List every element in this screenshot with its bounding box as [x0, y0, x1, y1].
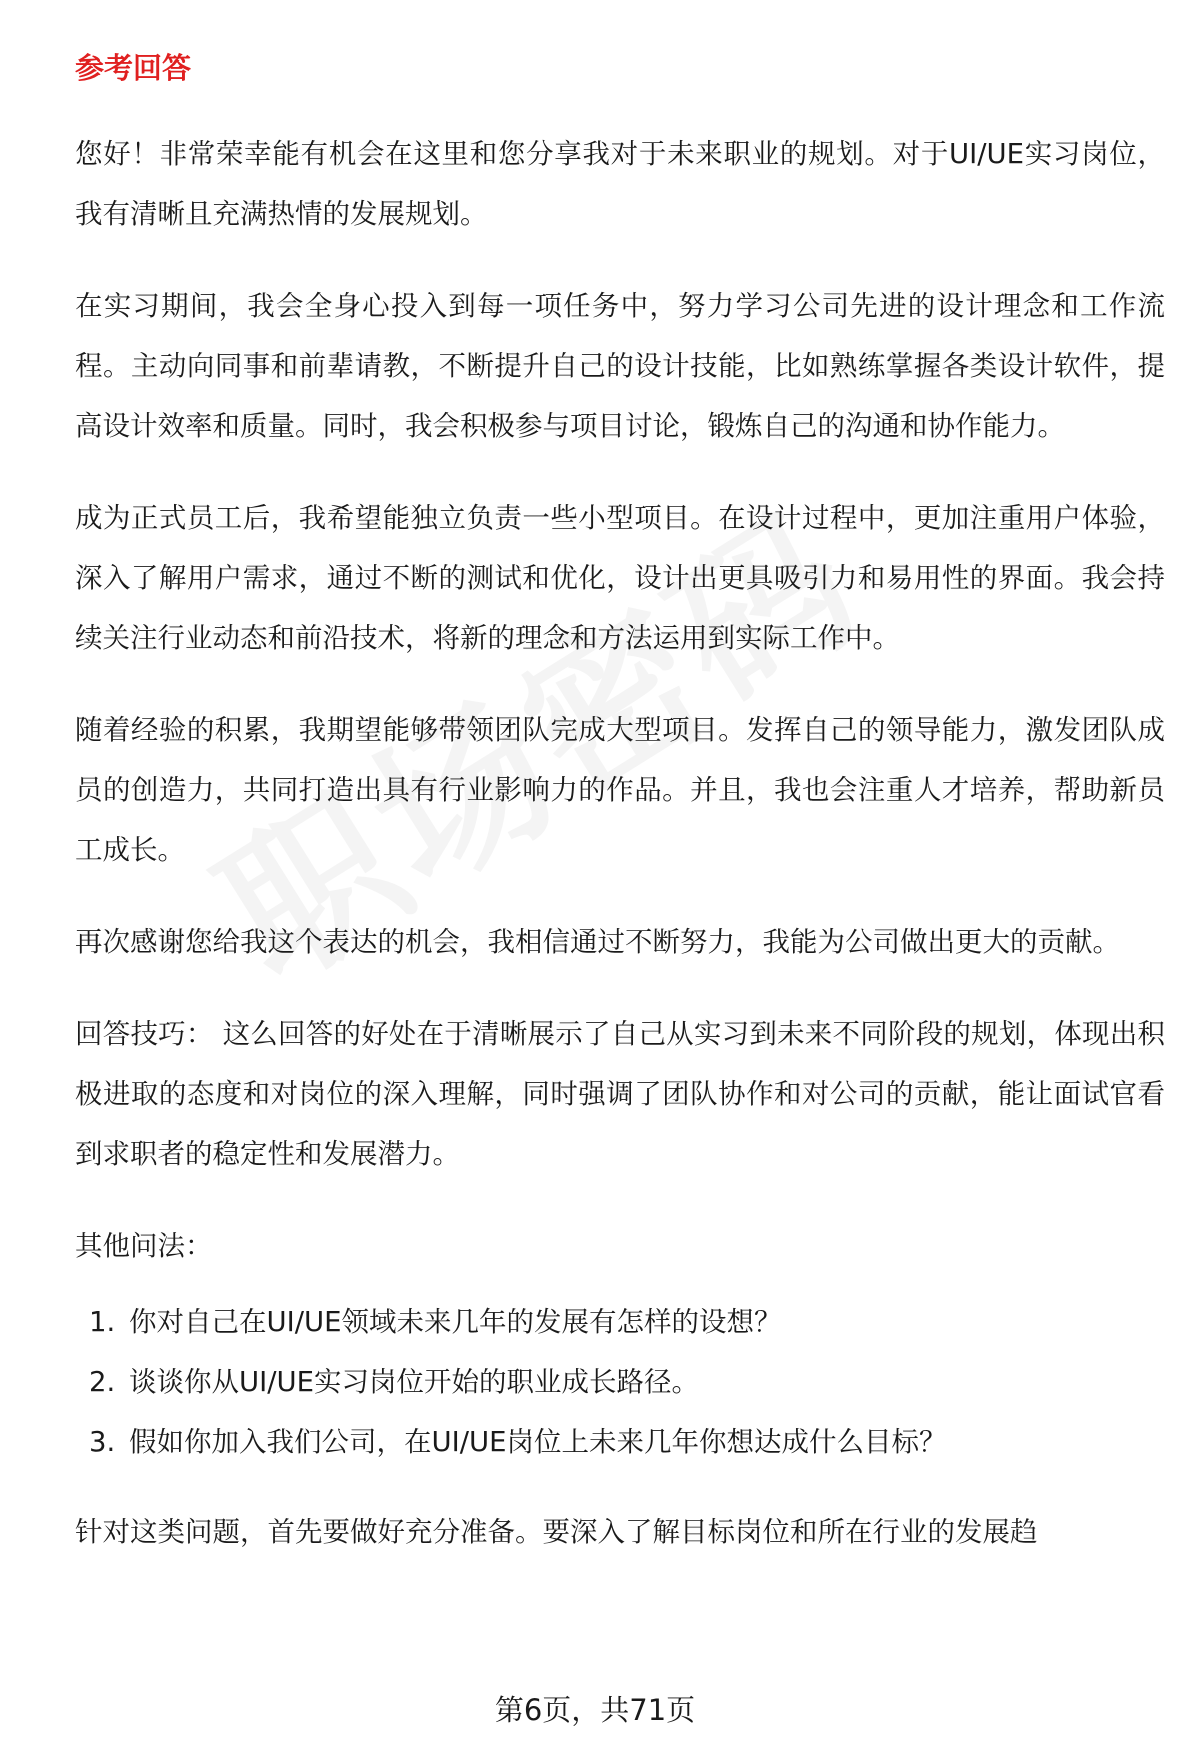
list-item: [89, 1412, 1165, 1472]
list-item-number: 1.: [89, 1306, 116, 1338]
answer-paragraph-2: 在实习期间，我会全身心投入到每一项任务中，努力学习公司先进的设计理念和工作流程。主动向同事和前辈请教，不断提升自己的设计技能，比如熟练掌握各类设计软件，提高设计效率和质量。同时，我会积极参与项目讨论，锻炼自己的沟通和协作能力。: [75, 290, 1165, 442]
content-area: [75, 48, 1165, 1562]
closing-paragraph: 针对这类问题，首先要做好充分准备。要深入了解目标岗位和所在行业的发展趋: [75, 1516, 1038, 1548]
list-item-text: 谈谈你从UI/UE实习岗位开始的职业成长路径。: [129, 1366, 700, 1398]
list-item-text: 你对自己在UI/UE领域未来几年的发展有怎样的设想？: [129, 1306, 782, 1338]
answer-paragraph-1: 您好！非常荣幸能有机会在这里和您分享我对于未来职业的规划。对于UI/UE实习岗位，我有清晰且充满热情的发展规划。: [75, 138, 1165, 230]
list-item: [89, 1352, 1165, 1412]
page-number-footer: 第6页，共71页: [494, 1693, 696, 1727]
list-item-text: 假如你加入我们公司，在UI/UE岗位上未来几年你想达成什么目标？: [129, 1426, 947, 1458]
list-item: [89, 1292, 1165, 1352]
other-questions-list: [75, 1292, 1165, 1472]
list-item-number: 2.: [89, 1366, 116, 1398]
list-item-number: 3.: [89, 1426, 116, 1458]
answer-paragraph-4: 随着经验的积累，我期望能够带领团队完成大型项目。发挥自己的领导能力，激发团队成员的创造力，共同打造出具有行业影响力的作品。并且，我也会注重人才培养，帮助新员工成长。: [75, 714, 1165, 866]
answer-paragraph-5: 再次感谢您给我这个表达的机会，我相信通过不断努力，我能为公司做出更大的贡献。: [75, 926, 1120, 958]
answer-tip-paragraph: 回答技巧： 这么回答的好处在于清晰展示了自己从实习到未来不同阶段的规划，体现出积极进取的态度和对岗位的深入理解，同时强调了团队协作和对公司的贡献，能让面试官看到求职者的稳定性和发展潜力。: [75, 1018, 1165, 1170]
section-heading: 参考回答: [75, 51, 192, 85]
answer-paragraph-3: 成为正式员工后，我希望能独立负责一些小型项目。在设计过程中，更加注重用户体验，深入了解用户需求，通过不断的测试和优化，设计出更具吸引力和易用性的界面。我会持续关注行业动态和前沿技术，将新的理念和方法运用到实际工作中。: [75, 502, 1165, 654]
other-questions-title: 其他问法：: [75, 1230, 213, 1262]
